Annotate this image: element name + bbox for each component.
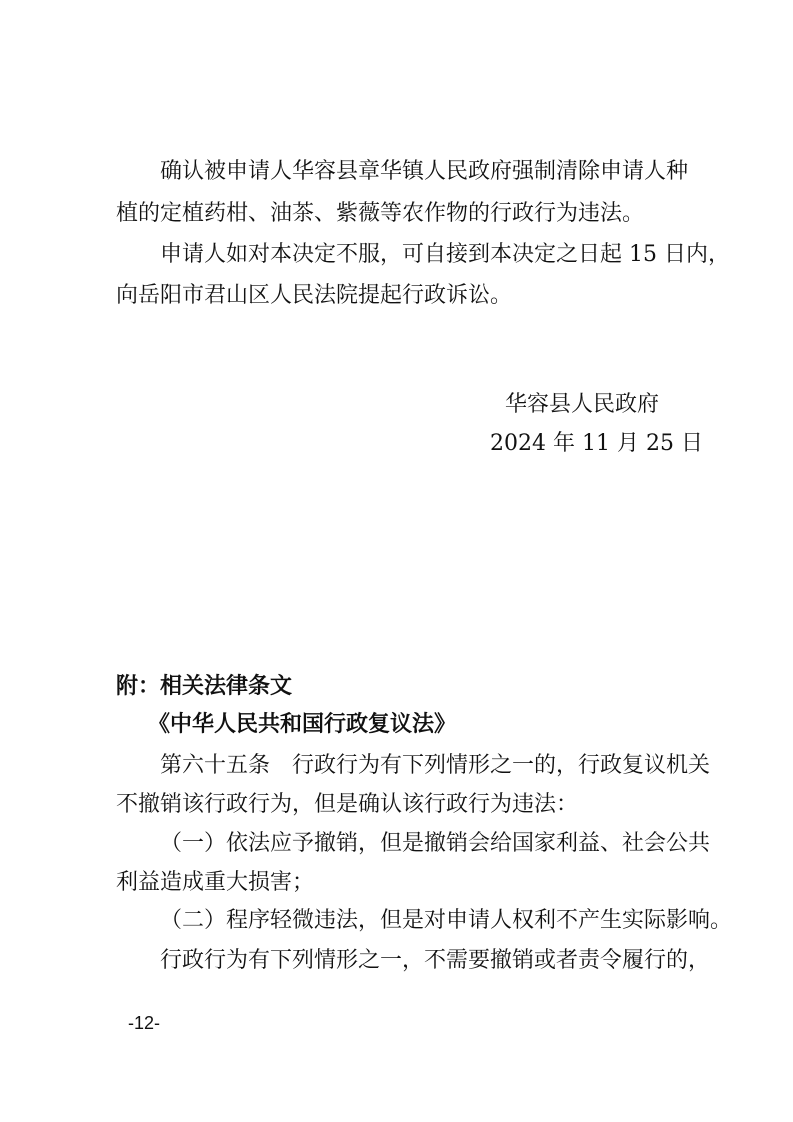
decision-para2-line2: 向岳阳市君山区人民法院提起行政诉讼。 bbox=[116, 283, 513, 308]
article-65-line1: 第六十五条 行政行为有下列情形之一的，行政复议机关 bbox=[160, 753, 711, 778]
page-number: -12- bbox=[128, 1013, 161, 1033]
article-65-item1-line1: （一）依法应予撤销，但是撤销会给国家利益、社会公共 bbox=[160, 831, 711, 856]
article-65-item1-line2: 利益造成重大损害； bbox=[116, 870, 315, 895]
decision-para1-line2: 植的定植药柑、油茶、紫薇等农作物的行政行为违法。 bbox=[116, 201, 645, 226]
article-65-line2: 不撤销该行政行为，但是确认该行政行为违法： bbox=[116, 792, 579, 817]
issue-date: 2024 年 11 月 25 日 bbox=[490, 431, 703, 456]
issuer-name: 华容县人民政府 bbox=[505, 392, 660, 417]
article-65-item2-line1: （二）程序轻微违法，但是对申请人权利不产生实际影响。 bbox=[160, 908, 733, 933]
law-title: 《中华人民共和国行政复议法》 bbox=[148, 712, 457, 737]
appendix-heading: 附：相关法律条文 bbox=[116, 674, 293, 699]
decision-para1-line1: 确认被申请人华容县章华镇人民政府强制清除申请人种 bbox=[160, 159, 689, 184]
decision-para2-line1: 申请人如对本决定不服，可自接到本决定之日起 15 日内， bbox=[160, 242, 730, 267]
article-65-para-last-line1: 行政行为有下列情形之一，不需要撤销或者责令履行的， bbox=[160, 948, 711, 973]
